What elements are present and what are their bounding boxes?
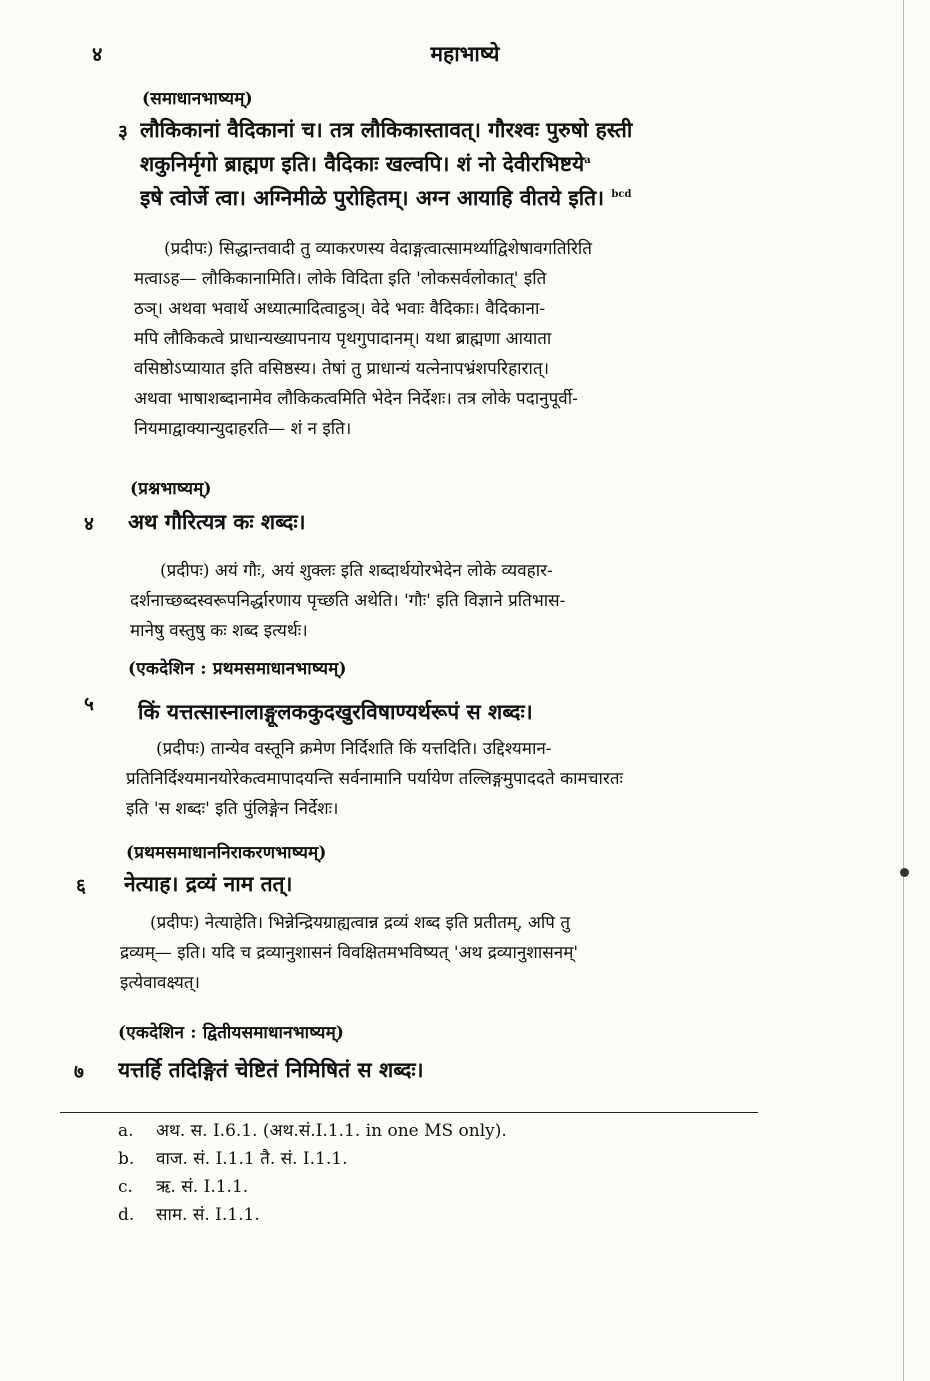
pradipa-commentary xyxy=(120,908,772,998)
pradipa-line: इत्येवावक्ष्यत्। xyxy=(120,973,201,993)
footnote-text: वाज. सं. I.1.1 तै. सं. I.1.1. xyxy=(156,1149,348,1169)
footnote-text: अथ. स. I.6.1. (अथ.सं.I.1.1. in one MS only). xyxy=(156,1121,507,1141)
pradipa-line: प्रतिनिर्दिश्यमानयोरेकत्वमापादयन्ति सर्वनामानि पर्यायेण तल्लिङ्गमुपाददते कामचारतः xyxy=(126,769,623,789)
footnote-ref: d xyxy=(624,189,632,200)
pradipa-line: (प्रदीपः) सिद्धान्तवादी तु व्याकरणस्य वेदाङ्गत्वात्सामर्थ्याद्विशेषावगतिरिति xyxy=(164,239,592,259)
pradipa-line: ठञ्। अथवा भवार्थे अध्यात्मादित्वाट्ठञ्। वेदे भवाः वैदिकाः। वैदिकाना- xyxy=(134,299,546,319)
footnote xyxy=(118,1202,260,1225)
bhasya-line: यत्तर्हि तदिङ्गितं चेष्टितं निमिषितं स शब्दः। xyxy=(118,1057,424,1082)
footnote-letter: d. xyxy=(118,1205,135,1225)
footnote-ref: b xyxy=(611,189,619,200)
section-number: ७ xyxy=(74,1061,84,1083)
section-label: (एकदेशिन : द्वितीयसमाधानभाष्यम्) xyxy=(118,1023,345,1043)
footnote xyxy=(118,1146,348,1169)
running-title: महाभाष्ये xyxy=(430,41,500,66)
section-label: (समाधानभाष्यम्) xyxy=(142,89,253,109)
section-label: (प्रथमसमाधाननिराकरणभाष्यम्) xyxy=(126,843,327,863)
footnote-text: साम. सं. I.1.1. xyxy=(156,1205,260,1225)
pradipa-commentary xyxy=(126,734,774,824)
section-label: (प्रश्नभाष्यम्) xyxy=(130,479,212,499)
bhasya-line: अथ गौरित्यत्र कः शब्दः। xyxy=(128,509,306,534)
pradipa-line: (प्रदीपः) नेत्याहेति। भिन्नेन्द्रियग्राह्यत्वान्न द्रव्यं शब्द इति प्रतीतम्, अपि तु xyxy=(150,913,571,933)
pradipa-line: (प्रदीपः) अयं गौः, अयं शुक्लः इति शब्दार्थयोरभेदेन लोके व्यवहार- xyxy=(160,561,553,581)
bhasya-text xyxy=(124,868,764,899)
scan-hole-mark xyxy=(900,868,909,877)
footnote-ref: c xyxy=(618,189,625,200)
pradipa-line: द्रव्यम्— इति। यदि च द्रव्यानुशासनं विवक्षितमभविष्यत् 'अथ द्रव्यानुशासनम्' xyxy=(120,943,579,963)
pradipa-line: (प्रदीपः) तान्येव वस्तूनि क्रमेण निर्दिशति किं यत्तदिति। उद्दिश्यमान- xyxy=(156,739,552,759)
pradipa-line: अथवा भाषाशब्दानामेव लौकिकत्वमिति भेदेन निर्देशः। तत्र लोके पदानुपूर्वी- xyxy=(134,389,578,409)
footnote-letter: b. xyxy=(118,1149,135,1169)
footnote-letter: c. xyxy=(118,1177,133,1197)
footnote-ref: a xyxy=(584,155,591,166)
footnote-letter: a. xyxy=(118,1121,134,1141)
footnote xyxy=(118,1174,248,1197)
bhasya-line: इषे त्वोर्जे त्वा। अग्निमीळे पुरोहितम्। अग्न आयाहि वीतये इति। $^{bcd}$ xyxy=(140,185,632,210)
section-number: ३ xyxy=(118,121,128,143)
section-number: ५ xyxy=(84,693,94,715)
pradipa-line: मत्वाऽह— लौकिकानामिति। लोके विदिता इति 'लोकसर्वलोकात्' इति xyxy=(134,269,547,289)
pradipa-line: इति 'स शब्दः' इति पुंलिङ्गेन निर्देशः। xyxy=(126,799,339,819)
pradipa-line: दर्शनाच्छब्दस्वरूपनिर्द्धारणाय पृच्छति अथेति। 'गौः' इति विज्ञाने प्रतिभास- xyxy=(130,591,566,611)
pradipa-line: वसिष्ठोऽप्यायात इति वसिष्ठस्य। तेषां तु प्राधान्यं यत्नेनापभ्रंशपरिहारात्। xyxy=(134,359,550,379)
footnote-rule xyxy=(60,1112,758,1113)
bhasya-text xyxy=(140,114,780,213)
pradipa-line: नियमाद्वाक्यान्युदाहरति— शं न इति। xyxy=(134,419,352,439)
scan-edge-line xyxy=(903,0,904,1381)
pradipa-line: मपि लौकिकत्वे प्राधान्यख्यापनाय पृथगुपादानम्। यथा ब्राह्मणा आयाता xyxy=(134,329,552,349)
bhasya-text xyxy=(138,696,778,727)
pradipa-line: मानेषु वस्तुषु कः शब्द इत्यर्थः। xyxy=(130,621,308,641)
pradipa-commentary xyxy=(130,556,772,646)
bhasya-text xyxy=(128,506,768,537)
section-number: ६ xyxy=(76,875,86,897)
footnote xyxy=(118,1118,507,1141)
section-number: ४ xyxy=(84,513,94,535)
page-number: ४ xyxy=(92,42,103,66)
bhasya-line: लौकिकानां वैदिकानां च। तत्र लौकिकास्तावत्। गौरश्वः पुरुषो हस्ती xyxy=(140,117,633,142)
bhasya-line: किं यत्तत्सास्नालाङ्गूलककुदखुरविषाण्यर्थरूपं स शब्दः। xyxy=(138,699,533,724)
bhasya-line: शकुनिर्मृगो ब्राह्मण इति। वैदिकाः खल्वपि। शं नो देवीरभिष्टये$^a$ xyxy=(140,151,591,176)
footnote-text: ऋ. सं. I.1.1. xyxy=(156,1177,249,1197)
bhasya-text xyxy=(118,1054,758,1085)
section-label: (एकदेशिन : प्रथमसमाधानभाष्यम्) xyxy=(128,659,347,679)
bhasya-line: नेत्याह। द्रव्यं नाम तत्। xyxy=(124,871,293,896)
pradipa-commentary xyxy=(134,234,776,444)
